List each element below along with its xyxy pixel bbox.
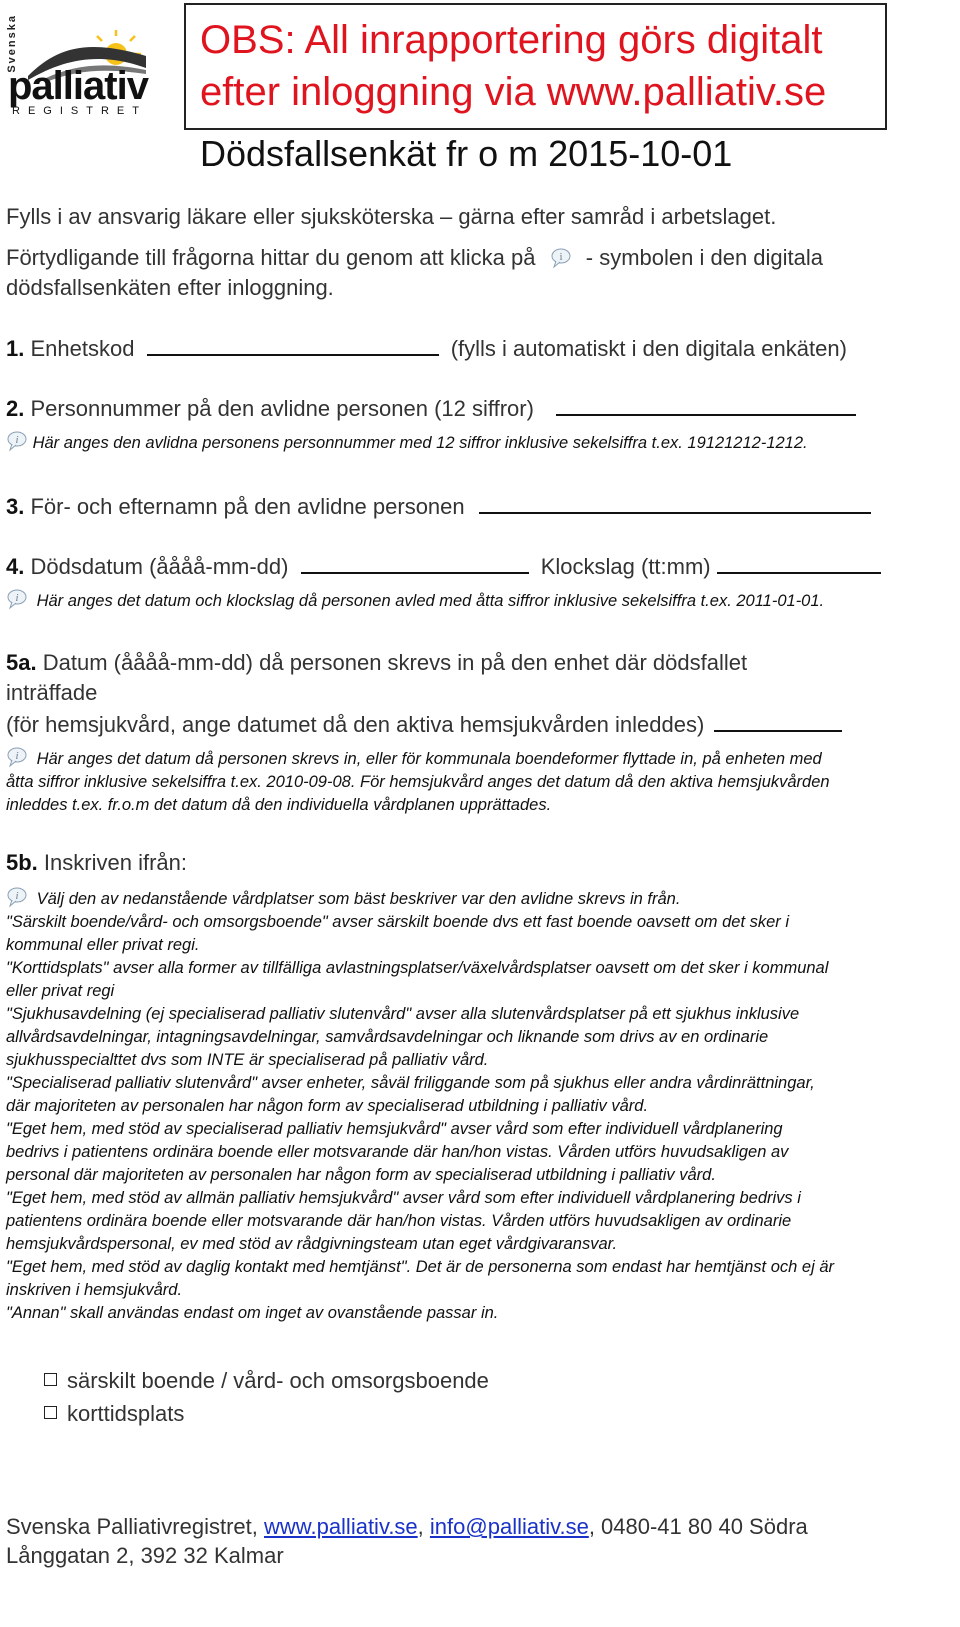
question-5b-label: Inskriven ifrån: xyxy=(43,850,187,875)
question-5a-line-2: inträffade xyxy=(6,680,98,705)
question-1-note: (fylls i automatiskt i den digitala enkäten) xyxy=(450,336,847,361)
question-2-help xyxy=(6,430,808,455)
footer-website-link[interactable]: www.palliativ.se xyxy=(264,1514,418,1539)
question-5b-help-line: bedrivs i patientens ordinära boende eller motsvarande där han/hon vistas. Vården utförs huvudsakligen av xyxy=(6,1143,789,1161)
svg-text:i: i xyxy=(15,890,19,902)
notice-text xyxy=(200,14,826,118)
palliativ-logo xyxy=(6,8,156,120)
question-5b-help-line: personal där majoriteten av personalen har någon form av specialiserad utbildning i palliativ vård. xyxy=(6,1166,716,1184)
option-label: korttidsplats xyxy=(67,1401,185,1426)
namn-field[interactable] xyxy=(479,490,871,514)
question-4 xyxy=(6,550,881,582)
question-5b-help-line: där majoriteten av personalen har någon form av specialiserad utbildning i palliativ vård. xyxy=(6,1097,649,1115)
intro-line-2a: Förtydligande till frågorna hittar du genom att klicka på xyxy=(6,245,536,270)
question-5a-help-1: Här anges det datum då personen skrevs in, eller för kommunala boendeformer flyttade in, på enheten med xyxy=(36,750,822,768)
question-4-label: Dödsdatum (åååå-mm-dd) xyxy=(30,554,289,579)
info-icon xyxy=(550,247,572,269)
question-4-help xyxy=(6,588,824,613)
question-4-number: 4. xyxy=(6,554,25,579)
personnummer-field[interactable] xyxy=(556,392,856,416)
info-icon xyxy=(6,430,28,452)
question-5b-help-line: patientens ordinära boende eller motsvarande där han/hon vistas. Vården utförs huvudsakligen av ordinarie xyxy=(6,1212,792,1230)
info-icon xyxy=(6,886,28,908)
footer xyxy=(6,1512,808,1570)
question-5a-line-1: Datum (åååå-mm-dd) då personen skrevs in på den enhet där dödsfallet xyxy=(42,650,748,675)
option-korttidsplats[interactable] xyxy=(44,1399,184,1429)
checkbox[interactable] xyxy=(44,1406,57,1419)
svg-text:i: i xyxy=(15,434,19,446)
question-5b-help-line: "Eget hem, med stöd av allmän palliativ hemsjukvård" avser vård som efter individuell vårdplanering bedrivs i xyxy=(6,1189,801,1207)
notice-line-1: OBS: All inrapportering görs digitalt xyxy=(200,18,823,62)
question-5b-help xyxy=(6,886,834,1325)
intro-line-1: Fylls i av ansvarig läkare eller sjuksköterska – gärna efter samråd i arbetslaget. xyxy=(6,204,777,229)
question-5a-help xyxy=(6,746,830,817)
question-5b-help-line: "Specialiserad palliativ slutenvård" avser enheter, såväl friliggande som på sjukhus eller andra vårdinrättningar, xyxy=(6,1074,815,1092)
question-1 xyxy=(6,332,847,364)
svg-text:i: i xyxy=(15,750,19,762)
footer-separator: , xyxy=(417,1514,424,1539)
intro-line-2b: - symbolen i den digitala xyxy=(585,245,824,270)
klockslag-field[interactable] xyxy=(717,550,881,574)
question-5b-help-line: "Eget hem, med stöd av daglig kontakt med hemtjänst". Det är de personerna som endast har hemtjänst och ej är xyxy=(6,1258,834,1276)
question-1-number: 1. xyxy=(6,336,25,361)
question-5a-help-2: åtta siffror inklusive sekelsiffra t.ex. 2010-09-08. För hemsjukvård anges det datum då den aktiva hemsjukvården xyxy=(6,773,830,791)
footer-org: Svenska Palliativregistret, xyxy=(6,1514,258,1539)
question-5b-help-line: "Särskilt boende/vård- och omsorgsboende" avser särskilt boende dvs ett fast boende oavsett om det sker i xyxy=(6,913,790,931)
question-4-help-text: Här anges det datum och klockslag då personen avled med åtta siffror inklusive sekelsiffra t.ex. 2011-01-01. xyxy=(36,592,825,610)
page-title: Dödsfallsenkät fr o m 2015-10-01 xyxy=(200,133,733,174)
question-5b-help-line: "Korttidsplats" avser alla former av tillfälliga avlastningsplatser/växelvårdsplatser oavsett om det sker i kommunal xyxy=(6,959,829,977)
question-5a xyxy=(6,648,842,740)
question-3 xyxy=(6,490,871,522)
question-5b-help-line: sjukhusspecialttet dvs som INTE är specialiserad på palliativ vård. xyxy=(6,1051,489,1069)
option-label: särskilt boende / vård- och omsorgsboende xyxy=(67,1368,489,1393)
question-2 xyxy=(6,392,856,424)
question-5b-help-line: eller privat regi xyxy=(6,982,115,1000)
svg-text:i: i xyxy=(15,592,19,604)
footer-email-link[interactable]: info@palliativ.se xyxy=(429,1514,589,1539)
intro-line-2 xyxy=(6,243,823,273)
question-5b-number: 5b. xyxy=(6,850,38,875)
dodsdatum-field[interactable] xyxy=(301,550,529,574)
question-2-number: 2. xyxy=(6,396,25,421)
enhetskod-field[interactable] xyxy=(147,332,439,356)
question-2-label: Personnummer på den avlidne personen (12 siffror) xyxy=(30,396,534,421)
footer-phone: , 0480-41 80 40 Södra xyxy=(588,1514,808,1539)
checkbox[interactable] xyxy=(44,1373,57,1386)
question-5b-help-line: allvårdsavdelningar, intagningsavdelningar, samvårdsavdelningar och liknande som drivs av en ordinarie xyxy=(6,1028,769,1046)
notice-line-2: efter inloggning via www.palliativ.se xyxy=(200,70,827,114)
footer-address: Långgatan 2, 392 32 Kalmar xyxy=(6,1543,284,1568)
info-icon xyxy=(6,746,28,768)
question-5b-help-line: hemsjukvårdspersonal, ev med stöd av rådgivningsteam utan eget vårdgivaransvar. xyxy=(6,1235,618,1253)
question-3-label: För- och efternamn på den avlidne personen xyxy=(30,494,465,519)
logo-sub: REGISTRET xyxy=(12,105,147,117)
question-1-label: Enhetskod xyxy=(30,336,135,361)
question-5a-line-3: (för hemsjukvård, ange datumet då den aktiva hemsjukvården inleddes) xyxy=(6,712,705,737)
svg-text:i: i xyxy=(559,251,563,263)
question-5b-help-line: Välj den av nedanstående vårdplatser som bäst beskriver var den avlidne skrevs in från. xyxy=(36,890,681,908)
logo-name: palliativ xyxy=(8,64,148,108)
question-5b-help-line: kommunal eller privat regi. xyxy=(6,936,200,954)
question-3-number: 3. xyxy=(6,494,25,519)
inskrivningsdatum-field[interactable] xyxy=(714,708,842,732)
question-4-label-2: Klockslag (tt:mm) xyxy=(540,554,711,579)
question-5b-help-line: "Annan" skall användas endast om inget av ovanstående passar in. xyxy=(6,1304,499,1322)
question-5b-help-line: inskriven i hemsjukvård. xyxy=(6,1281,183,1299)
intro-line-3: dödsfallsenkäten efter inloggning. xyxy=(6,275,334,300)
question-5b-help-line: "Eget hem, med stöd av specialiserad palliativ hemsjukvård" avser vård som efter individuell vårdplanering xyxy=(6,1120,783,1138)
question-5b-help-line: "Sjukhusavdelning (ej specialiserad palliativ slutenvård" avser alla slutenvårdsplatser på ett sjukhus inklusive xyxy=(6,1005,800,1023)
question-5a-number: 5a. xyxy=(6,650,37,675)
question-2-help-text: Här anges den avlidna personens personnummer med 12 siffror inklusive sekelsiffra t.ex. 19121212-1212. xyxy=(32,434,808,452)
logo-top-text: Svenska xyxy=(6,14,18,73)
info-icon xyxy=(6,588,28,610)
question-5b xyxy=(6,848,187,878)
option-sarskilt-boende[interactable] xyxy=(44,1366,489,1396)
question-5a-help-3: inleddes t.ex. fr.o.m det datum då den individuella vårdplanen upprättades. xyxy=(6,796,552,814)
